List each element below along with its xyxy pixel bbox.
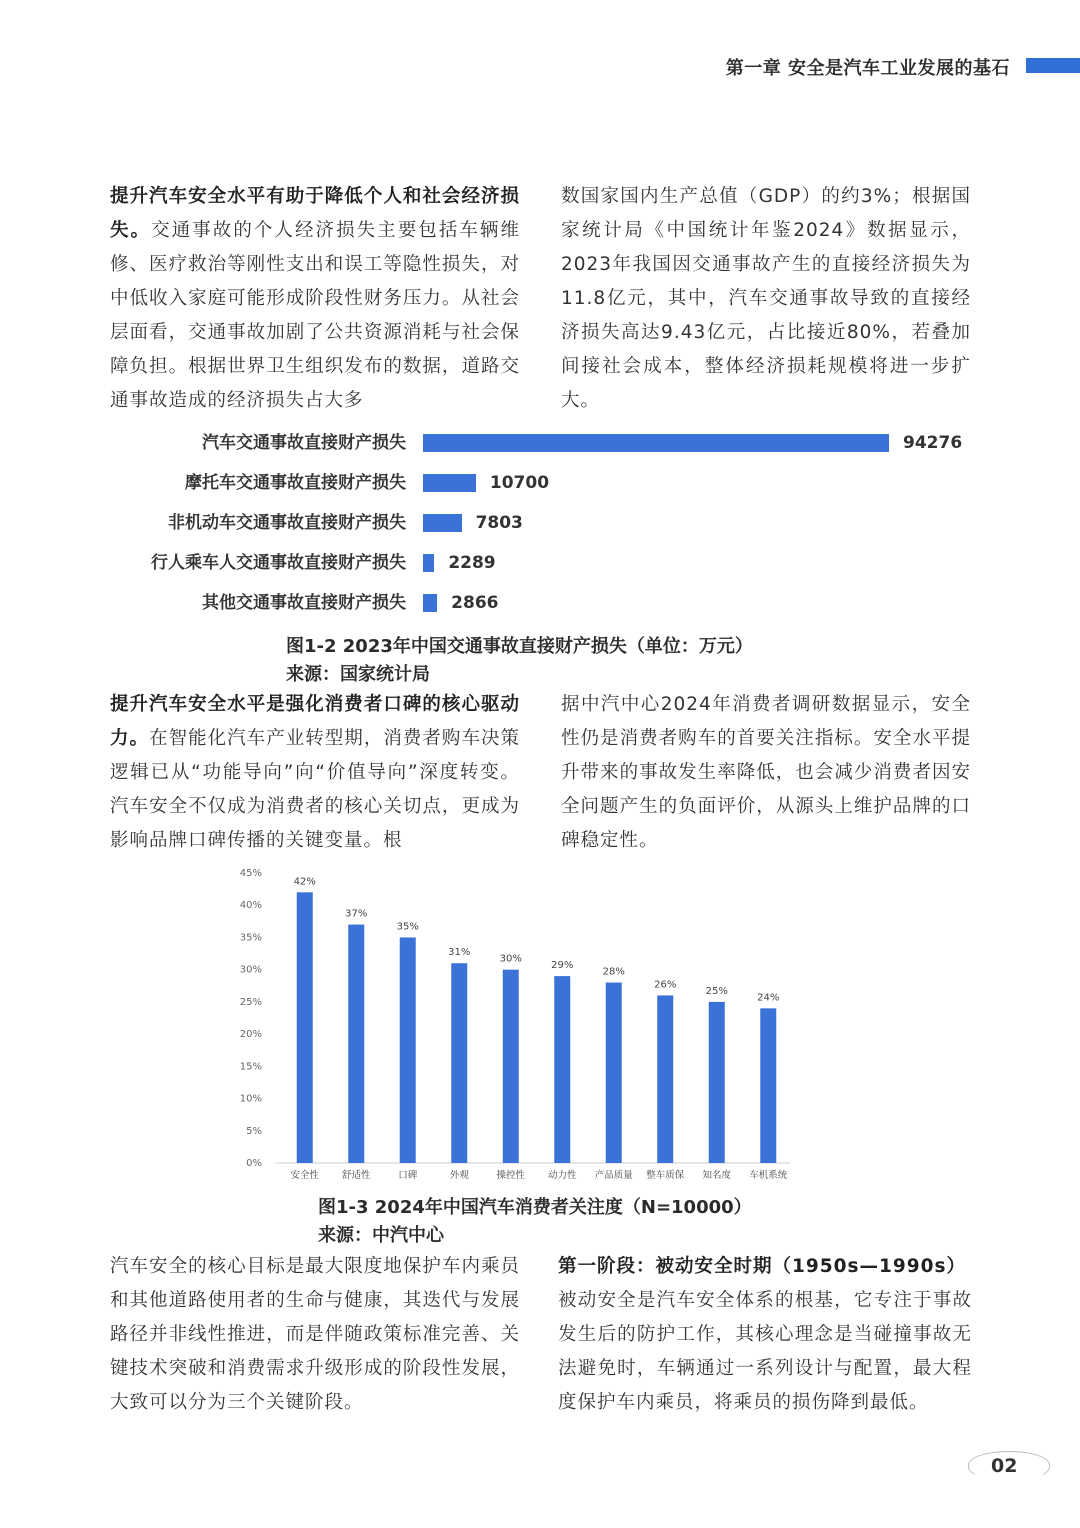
hbar-category-label: 汽车交通事故直接财产损失 — [202, 433, 406, 453]
hbar-chart — [0, 425, 1080, 625]
hbar-bar — [423, 474, 476, 492]
y-tick-label: 5% — [246, 1125, 262, 1137]
vbar-category-label: 动力性 — [547, 1170, 577, 1181]
vbar-bar — [554, 976, 570, 1163]
vbar-category-label: 舒适性 — [341, 1170, 371, 1181]
y-tick-label: 0% — [246, 1158, 262, 1169]
hbar-bar — [423, 554, 434, 572]
section1-left-paragraph — [110, 180, 520, 418]
vbar-bar — [451, 963, 467, 1163]
vbar-value-label: 24% — [757, 992, 780, 1004]
vbar-category-label: 车机系统 — [749, 1170, 788, 1181]
hbar-category-label: 行人乘车人交通事故直接财产损失 — [151, 553, 406, 573]
hbar-bar — [423, 434, 889, 452]
hbar-category-label: 非机动车交通事故直接财产损失 — [168, 513, 406, 533]
section2-right-paragraph: 据中汽中心2024年消费者调研数据显示，安全性仍是消费者购车的首要关注指标。安全水平提升带来的事故发生率降低，也会减少消费者因安全问题产生的负面评价，从源头上维护品牌的口碑稳定性。 — [561, 694, 971, 851]
figure2-caption: 图1-3 2024年中国汽车消费者关注度（N=10000） — [318, 1197, 752, 1218]
y-tick-label: 20% — [239, 1029, 262, 1041]
hbar-category-label: 摩托车交通事故直接财产损失 — [185, 473, 406, 493]
stage1-heading: 第一阶段：被动安全时期（1950s—1990s） — [558, 1256, 967, 1277]
vbar-category-label: 整车质保 — [646, 1170, 685, 1181]
vbar-value-label: 29% — [551, 960, 574, 972]
y-tick-label: 40% — [239, 900, 262, 912]
vbar-category-label: 口碑 — [398, 1170, 418, 1181]
figure1-source: 来源：国家统计局 — [286, 664, 430, 685]
vbar-category-label: 外观 — [449, 1170, 469, 1181]
hbar-bar — [423, 514, 462, 532]
y-tick-label: 45% — [239, 868, 262, 879]
vbar-value-label: 30% — [499, 953, 522, 965]
section3-left-paragraph: 汽车安全的核心目标是最大限度地保护车内乘员和其他道路使用者的生命与健康，其迭代与发展路径并非线性推进，而是伴随政策标准完善、关键技术突破和消费需求升级形成的阶段性发展，大致可以分为三个关键阶段。 — [110, 1256, 520, 1413]
page-number: 02 — [991, 1455, 1018, 1477]
vbar-category-label: 知名度 — [702, 1170, 732, 1181]
vbar-value-label: 26% — [654, 979, 677, 991]
vbar-bar — [606, 983, 622, 1163]
vbar-chart — [230, 862, 830, 1182]
vbar-value-label: 25% — [705, 985, 728, 997]
section2-left-bold: 提升汽车安全水平是强化消费者口碑的核心驱动力。 — [110, 694, 520, 749]
section2-left-text: 在智能化汽车产业转型期，消费者购车决策逻辑已从“功能导向”向“价值导向”深度转变。汽车安全不仅成为消费者的核心关切点，更成为影响品牌口碑传播的关键变量。根 — [110, 728, 520, 851]
y-tick-label: 30% — [239, 964, 262, 976]
vbar-bar — [400, 937, 416, 1163]
vbar-value-label: 42% — [293, 876, 316, 888]
section1-left-bold: 提升汽车安全水平有助于降低个人和社会经济损失。 — [110, 186, 520, 241]
hbar-value-label: 10700 — [489, 473, 550, 493]
hbar-bar — [423, 594, 437, 612]
section3-right-block — [558, 1250, 972, 1420]
section1-left-text: 交通事故的个人经济损失主要包括车辆维修、医疗救治等刚性支出和误工等隐性损失，对中低收入家庭可能形成阶段性财务压力。从社会层面看，交通事故加剧了公共资源消耗与社会保障负担。根据世界卫生组织发布的数据，道路交通事故造成的经济损失占大多 — [110, 220, 520, 411]
vbar-bar — [348, 925, 364, 1163]
stage1-text: 被动安全是汽车安全体系的根基，它专注于事故发生后的防护工作，其核心理念是当碰撞事故无法避免时，车辆通过一系列设计与配置，最大程度保护车内乘员，将乘员的损伤降到最低。 — [558, 1290, 972, 1413]
vbar-bar — [709, 1002, 725, 1163]
vbar-bar — [657, 995, 673, 1163]
chapter-title: 第一章 安全是汽车工业发展的基石 — [725, 58, 1010, 79]
hbar-value-label: 7803 — [475, 513, 523, 533]
vbar-value-label: 31% — [448, 947, 471, 959]
y-tick-label: 25% — [239, 996, 262, 1008]
figure1-caption: 图1-2 2023年中国交通事故直接财产损失（单位：万元） — [286, 636, 753, 657]
vbar-value-label: 37% — [345, 908, 368, 920]
vbar-category-label: 安全性 — [290, 1170, 320, 1181]
vbar-category-label: 产品质量 — [594, 1170, 633, 1181]
vbar-bar — [503, 970, 519, 1163]
hbar-value-label: 2866 — [451, 593, 499, 613]
y-tick-label: 15% — [239, 1061, 262, 1073]
section1-right-paragraph: 数国家国内生产总值（GDP）的约3%；根据国家统计局《中国统计年鉴2024》数据显示，2023年我国因交通事故产生的直接经济损失为11.8亿元，其中，汽车交通事故导致的直接经济损失高达9.43亿元，占比接近80%，若叠加间接社会成本，整体经济损耗规模将进一步扩大。 — [561, 186, 971, 411]
section2-left-paragraph — [110, 688, 520, 858]
vbar-bar — [297, 892, 313, 1163]
vbar-bar — [760, 1008, 776, 1163]
hbar-value-label: 94276 — [903, 433, 963, 453]
header-accent-bar — [1026, 58, 1080, 73]
vbar-value-label: 28% — [602, 966, 625, 978]
hbar-value-label: 2289 — [448, 553, 496, 573]
vbar-category-label: 操控性 — [496, 1170, 526, 1181]
figure2-source: 来源：中汽中心 — [318, 1225, 444, 1246]
hbar-category-label: 其他交通事故直接财产损失 — [202, 593, 406, 613]
y-tick-label: 35% — [239, 932, 262, 944]
y-tick-label: 10% — [239, 1093, 262, 1105]
vbar-value-label: 35% — [396, 921, 419, 933]
